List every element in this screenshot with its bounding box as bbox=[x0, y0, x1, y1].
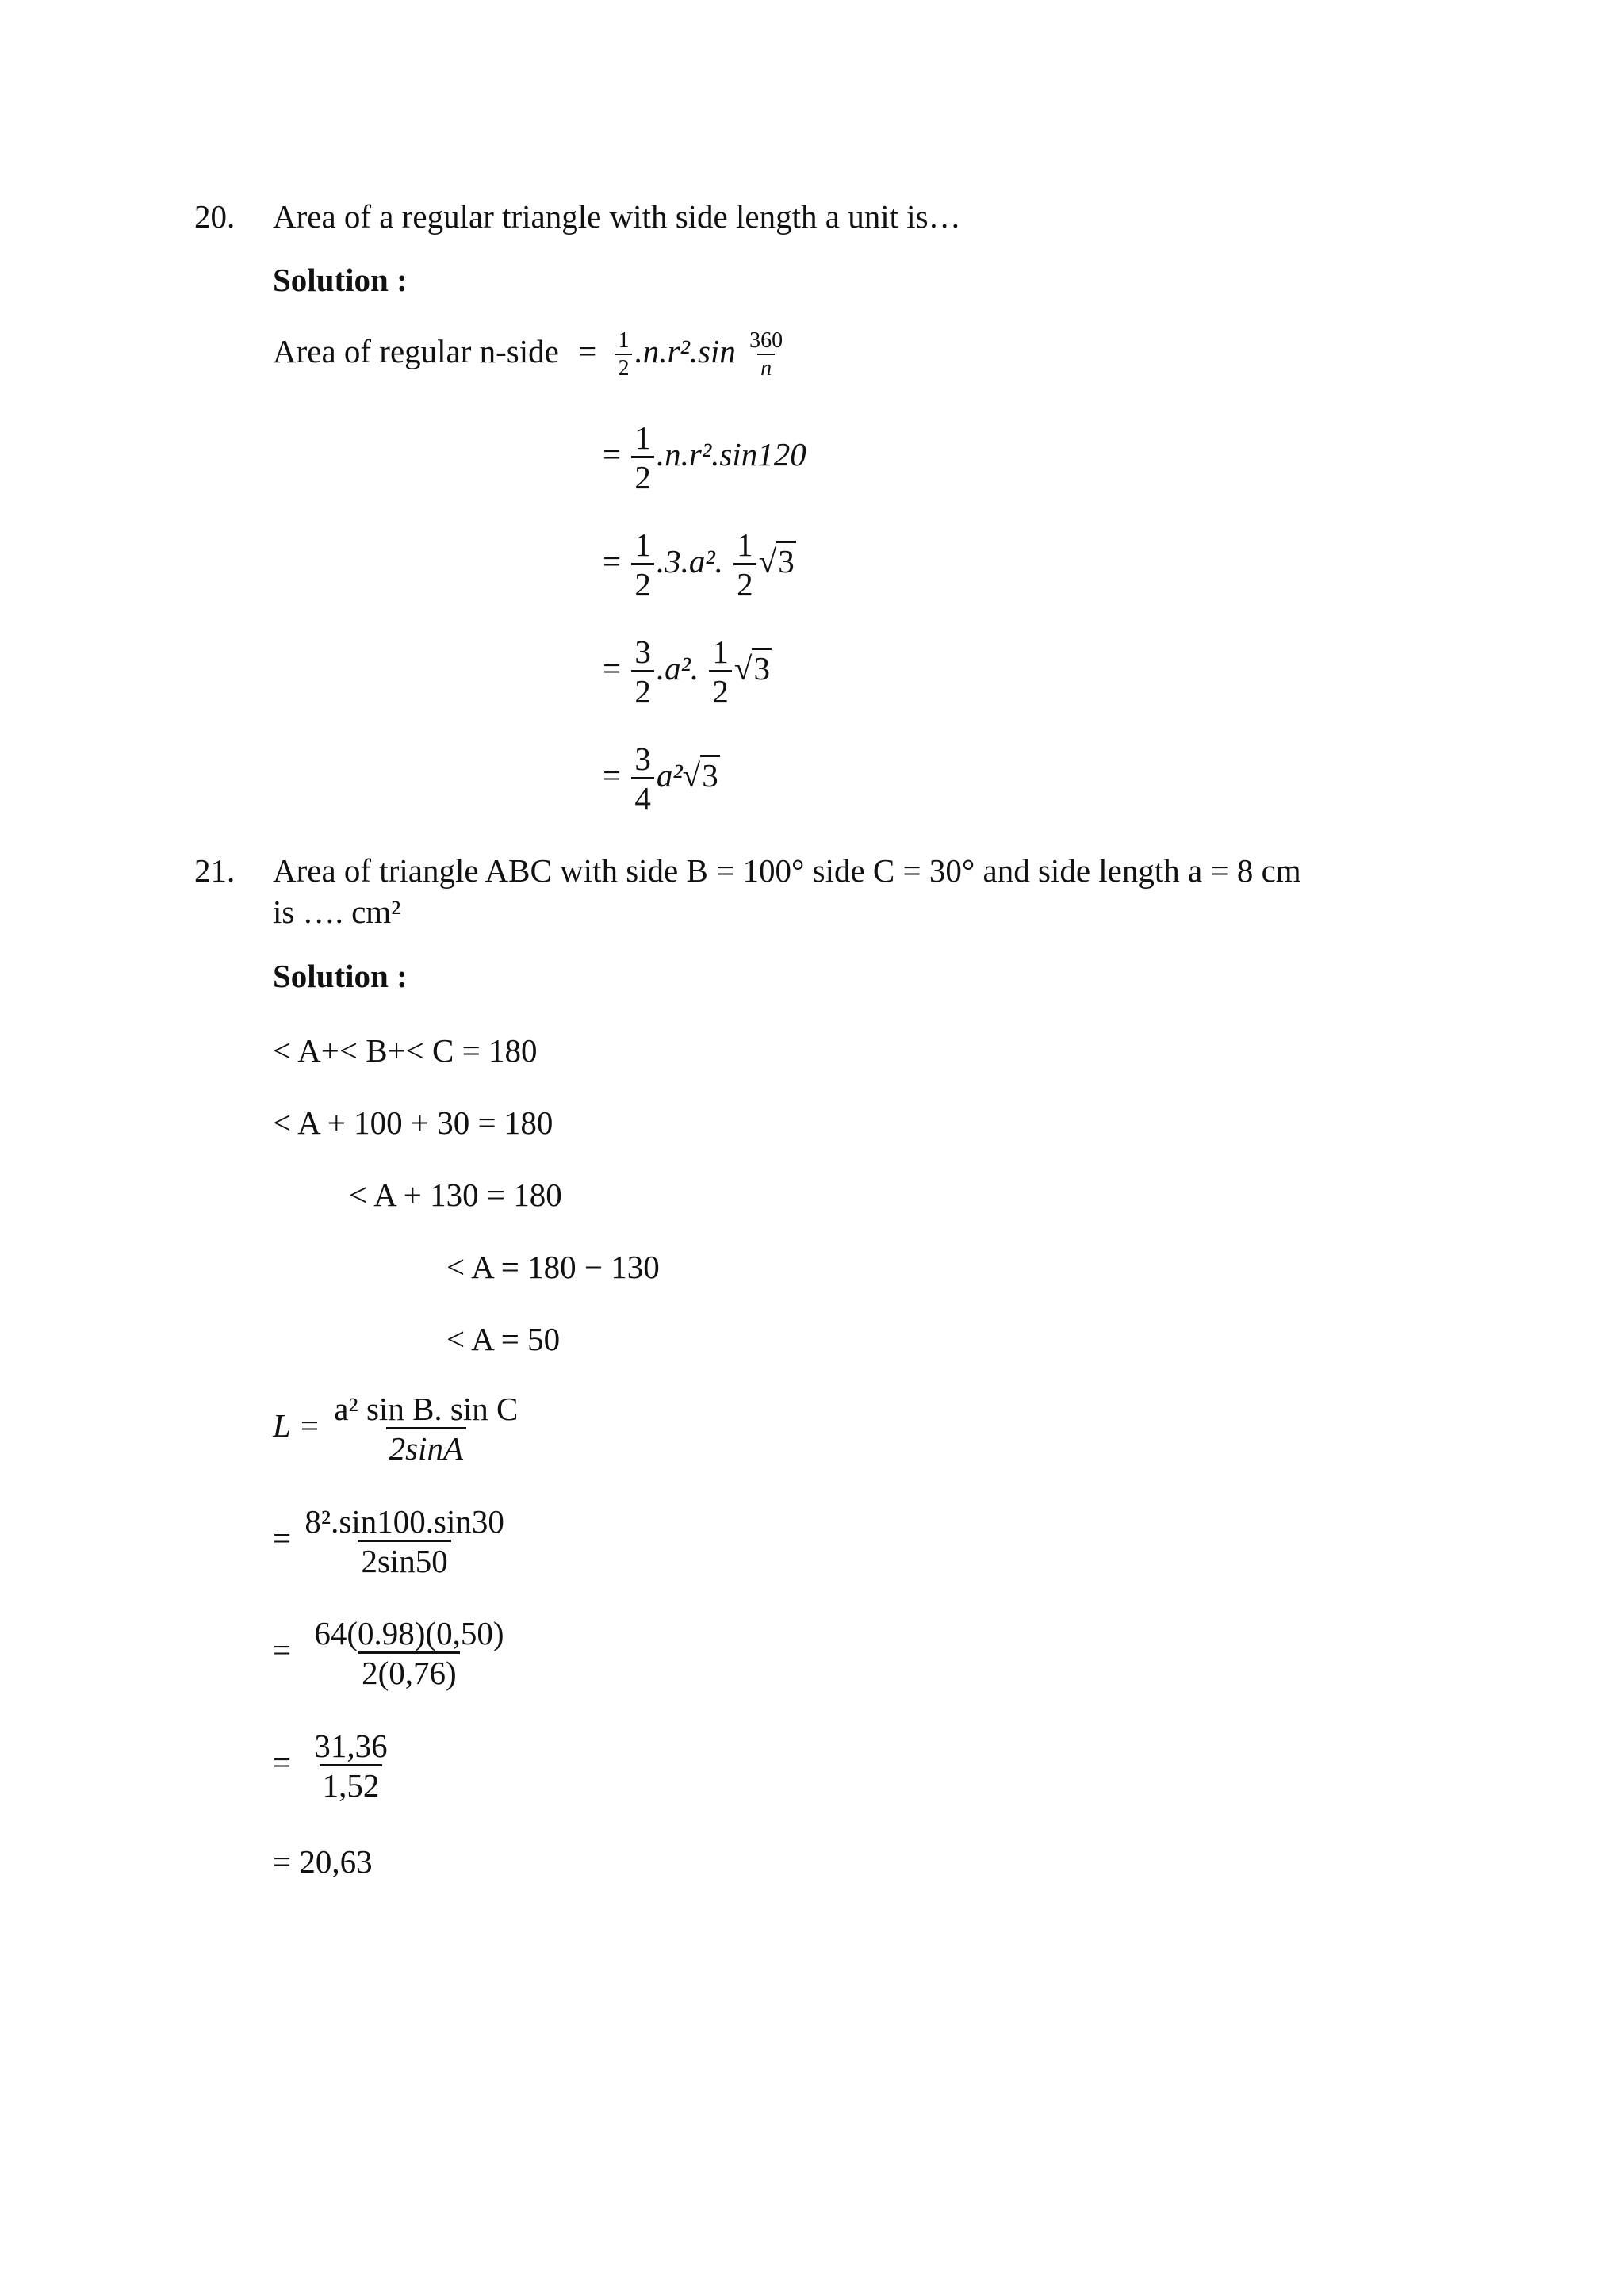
numerator: 31,36 bbox=[314, 1728, 388, 1764]
radical-sign: √ bbox=[682, 757, 701, 794]
radicand: 3 bbox=[700, 755, 720, 794]
numerator: 3 bbox=[634, 633, 651, 670]
fraction-substitution bbox=[301, 1504, 508, 1579]
q20-formula-line-2 bbox=[603, 420, 806, 496]
numerator: 1 bbox=[737, 526, 753, 563]
q21-step-2: < A + 100 + 30 = 180 bbox=[273, 1104, 553, 1141]
denominator: 2sinA bbox=[386, 1427, 466, 1467]
numerator: 1 bbox=[634, 419, 651, 456]
denominator: 2 bbox=[631, 456, 654, 496]
fraction-numeric bbox=[311, 1616, 507, 1691]
numerator: 1 bbox=[618, 328, 630, 353]
equals-sign: = bbox=[603, 650, 622, 687]
numerator: 1 bbox=[712, 633, 729, 670]
numerator: 8².sin100.sin30 bbox=[304, 1503, 504, 1540]
q20-solution-label: Solution : bbox=[273, 262, 408, 298]
equals-sign: = bbox=[603, 543, 622, 580]
q20-formula-line-4 bbox=[603, 634, 772, 710]
radicand: 3 bbox=[752, 648, 772, 687]
denominator: 2 bbox=[709, 670, 732, 710]
numerator: 360 bbox=[749, 328, 783, 353]
denominator: 2 bbox=[631, 563, 654, 603]
fraction-simplified bbox=[311, 1728, 390, 1804]
q20-formula-line-3 bbox=[603, 527, 796, 603]
fraction-three-quarter bbox=[631, 741, 654, 817]
q21-step-1: < A+< B+< C = 180 bbox=[273, 1032, 538, 1069]
term-a2-only: a² bbox=[656, 757, 683, 794]
q21-numeric-values bbox=[273, 1616, 510, 1691]
fraction-three-half bbox=[631, 634, 654, 710]
fraction-one-half bbox=[615, 329, 632, 381]
q21-substitution bbox=[273, 1504, 510, 1579]
q21-solution-label: Solution : bbox=[273, 958, 408, 994]
fraction-area-formula bbox=[331, 1391, 521, 1467]
denominator: 2sin50 bbox=[358, 1540, 450, 1579]
denominator: 2 bbox=[631, 670, 654, 710]
q21-number: 21. bbox=[194, 852, 236, 889]
q21-simplified bbox=[273, 1728, 393, 1804]
q20-formula-line-1 bbox=[273, 329, 788, 381]
term-n-r2-sin120: .n.r².sin120 bbox=[656, 436, 806, 473]
equals-sign: = bbox=[273, 1744, 292, 1781]
radical-sign: √ bbox=[733, 650, 753, 687]
denominator: 4 bbox=[631, 777, 654, 817]
term-3-a2: .3.a². bbox=[656, 543, 723, 580]
square-root bbox=[734, 650, 772, 687]
fraction-one-half bbox=[733, 527, 756, 603]
q21-final-answer: = 20,63 bbox=[273, 1843, 373, 1880]
term-n-r2-sin: .n.r².sin bbox=[634, 333, 736, 370]
q20-number: 20. bbox=[194, 198, 236, 235]
lhs-L: L = bbox=[273, 1407, 320, 1444]
q20-question: Area of a regular triangle with side length a unit is… bbox=[273, 198, 961, 235]
denominator: n bbox=[757, 354, 775, 381]
fraction-one-half bbox=[709, 634, 732, 710]
numerator: 1 bbox=[634, 526, 651, 563]
fraction-one-half bbox=[631, 420, 654, 496]
fraction-360-over-n bbox=[746, 329, 786, 381]
denominator: 2 bbox=[733, 563, 756, 603]
q20-formula-line-5 bbox=[603, 741, 720, 817]
equals-sign: = bbox=[273, 1632, 292, 1668]
q21-question-line-2: is …. cm² bbox=[273, 894, 401, 930]
q21-step-3: < A + 130 = 180 bbox=[349, 1177, 562, 1213]
q20-lead-text: Area of regular n-side bbox=[273, 333, 559, 370]
q21-step-5: < A = 50 bbox=[446, 1321, 561, 1357]
q21-area-formula bbox=[273, 1391, 523, 1467]
equals-sign: = bbox=[603, 757, 622, 794]
numerator: a² sin B. sin C bbox=[334, 1391, 519, 1427]
term-a2: .a². bbox=[656, 650, 699, 687]
denominator: 2 bbox=[615, 354, 632, 381]
equals-sign: = bbox=[273, 1520, 292, 1556]
equals-sign: = bbox=[578, 333, 597, 370]
square-root bbox=[683, 757, 720, 794]
q21-step-4: < A = 180 − 130 bbox=[446, 1249, 660, 1285]
q21-question-line-1: Area of triangle ABC with side B = 100° side C = 30° and side length a = 8 cm bbox=[273, 852, 1301, 889]
equals-sign: = bbox=[603, 436, 622, 473]
denominator: 1,52 bbox=[320, 1764, 383, 1804]
radicand: 3 bbox=[776, 541, 796, 580]
numerator: 3 bbox=[634, 740, 651, 777]
square-root bbox=[759, 543, 796, 580]
fraction-one-half bbox=[631, 527, 654, 603]
numerator: 64(0.98)(0,50) bbox=[314, 1615, 504, 1651]
denominator: 2(0,76) bbox=[358, 1651, 460, 1691]
radical-sign: √ bbox=[758, 543, 777, 580]
